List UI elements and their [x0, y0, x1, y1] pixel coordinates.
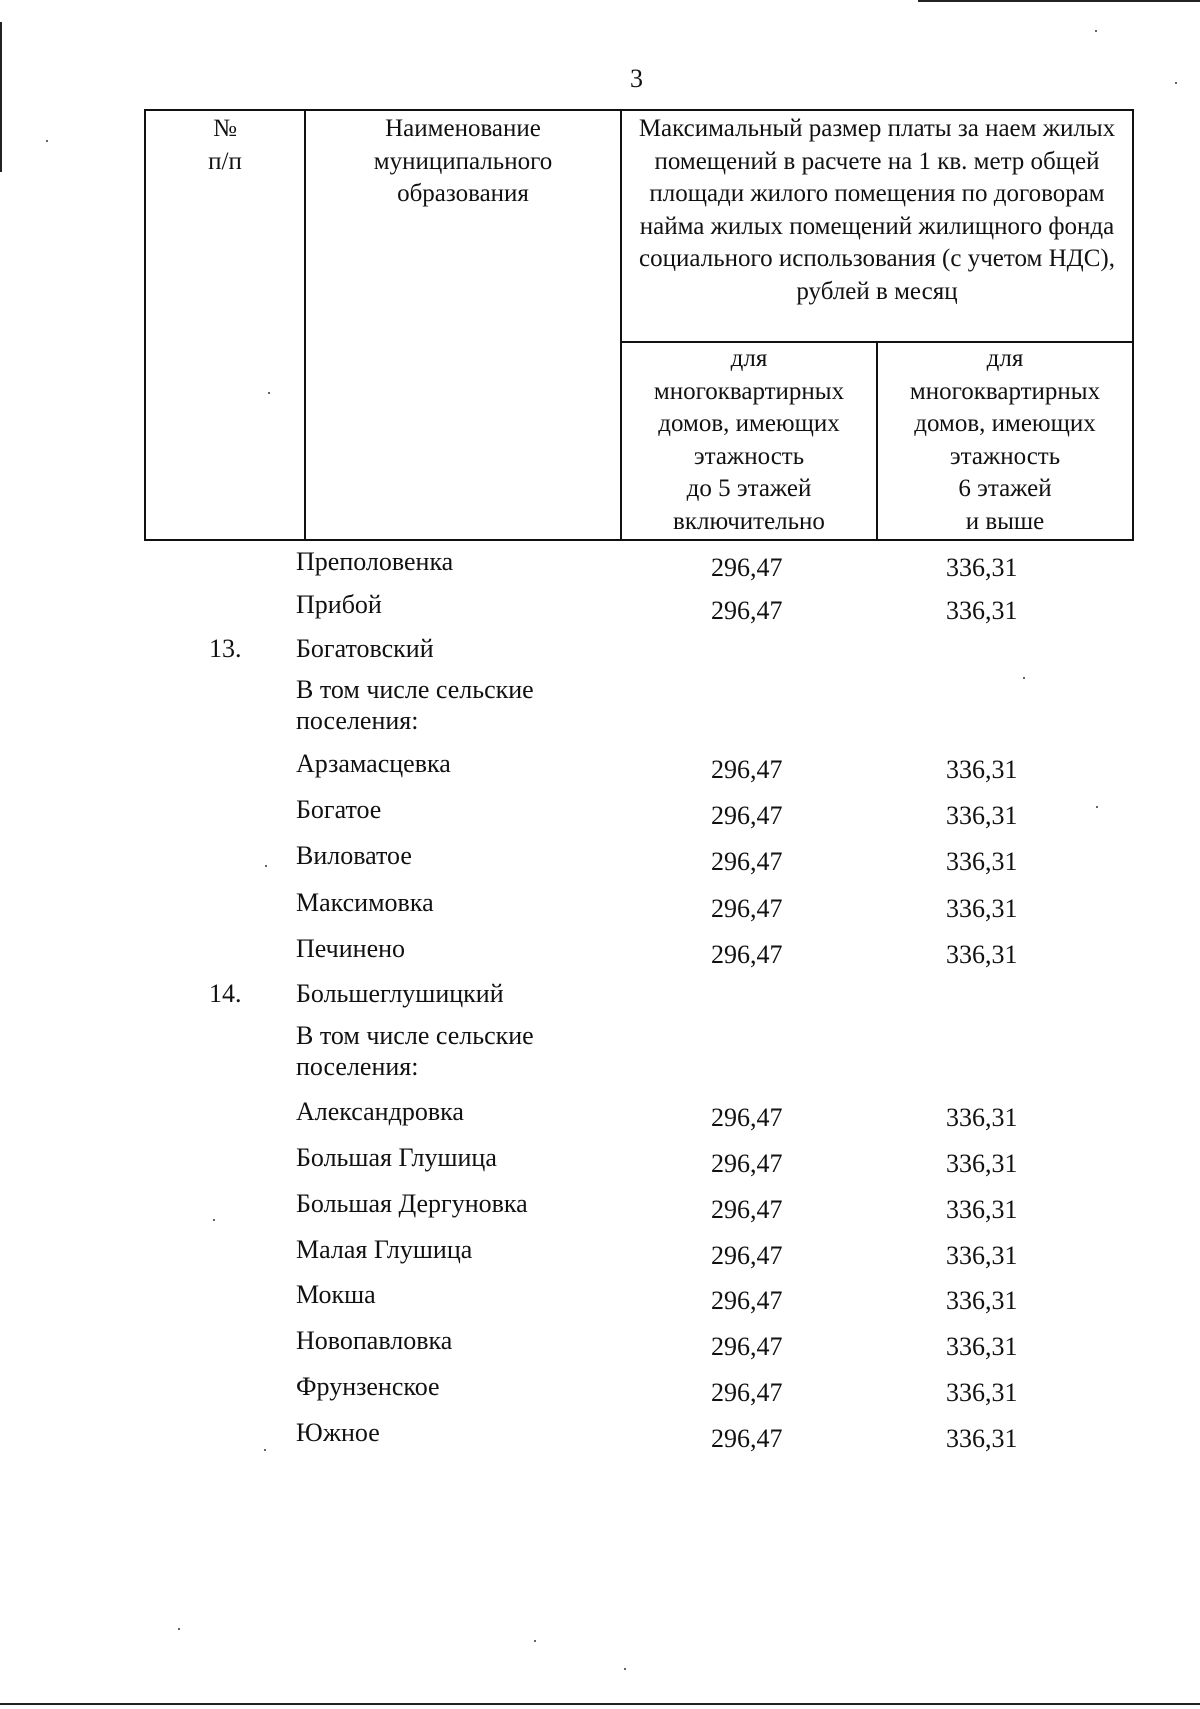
row-value-2: 336,31 [946, 1378, 1018, 1407]
row-name: Прибой [296, 590, 382, 619]
row-value-2: 336,31 [946, 1424, 1018, 1453]
table-header [144, 109, 1134, 541]
scan-speck [46, 140, 48, 142]
scan-edge-bottom [0, 1703, 1200, 1705]
header-name-col [305, 110, 621, 540]
row-value-1: 296,47 [711, 1424, 783, 1453]
scan-edge-top [918, 0, 1200, 2]
page-number: 3 [630, 64, 643, 93]
row-value-2: 336,31 [946, 894, 1018, 923]
row-value-1: 296,47 [711, 596, 783, 625]
row-value-2: 336,31 [946, 940, 1018, 969]
header-sub-label-2: для многоквартирных домов, имеющих этажность 6 этажей и выше [909, 345, 1101, 535]
row-value-2: 336,31 [946, 553, 1018, 582]
row-name: Большая Глушица [296, 1143, 497, 1172]
row-value-1: 296,47 [711, 1241, 783, 1270]
row-name: Новопавловка [296, 1326, 453, 1355]
row-number: 14. [209, 979, 242, 1008]
row-name: Максимовка [296, 888, 434, 917]
row-name: Богатовский [296, 634, 434, 663]
scan-speck [534, 1640, 536, 1642]
scan-speck [1023, 677, 1025, 679]
row-name: Преполовенка [296, 547, 454, 576]
header-max-label: Максимальный размер платы за наем жилых помещений в расчете на 1 кв. метр общей площади жилого помещения по договорам найма жилых помещений жилищного фонда социального использования (с учетом НДС), рублей в месяц [638, 115, 1116, 305]
row-name: Мокша [296, 1280, 376, 1309]
header-num-col [145, 110, 305, 540]
scan-speck [178, 1628, 180, 1630]
scan-speck [1175, 82, 1177, 84]
row-name: Фрунзенское [296, 1372, 440, 1401]
row-name: В том числе сельские поселения: [296, 675, 534, 735]
row-name: В том числе сельские поселения: [296, 1021, 534, 1081]
header-num-label: № п/п [208, 115, 242, 175]
row-value-1: 296,47 [711, 1103, 783, 1132]
scan-speck [264, 1449, 266, 1451]
header-name-label: Наименование муниципального образования [373, 115, 553, 207]
row-name: Малая Глушица [296, 1235, 473, 1264]
row-name: Александровка [296, 1097, 464, 1126]
row-value-1: 296,47 [711, 553, 783, 582]
row-value-1: 296,47 [711, 1332, 783, 1361]
header-sub-label-1: для многоквартирных домов, имеющих этажность до 5 этажей включительно [653, 345, 845, 535]
row-name: Южное [296, 1418, 380, 1447]
row-value-2: 336,31 [946, 596, 1018, 625]
scan-speck [624, 1668, 626, 1670]
scan-speck [213, 1219, 215, 1221]
row-value-1: 296,47 [711, 940, 783, 969]
row-value-2: 336,31 [946, 1241, 1018, 1270]
row-value-2: 336,31 [946, 1332, 1018, 1361]
scan-speck [1096, 806, 1098, 808]
scan-speck [265, 865, 267, 867]
row-value-1: 296,47 [711, 847, 783, 876]
header-sub-col-2 [877, 342, 1133, 540]
row-value-2: 336,31 [946, 755, 1018, 784]
header-max-col [621, 110, 1133, 342]
row-value-2: 336,31 [946, 1149, 1018, 1178]
row-value-1: 296,47 [711, 801, 783, 830]
scan-speck [1095, 30, 1097, 32]
row-value-1: 296,47 [711, 1286, 783, 1315]
row-value-2: 336,31 [946, 1103, 1018, 1132]
row-name: Большеглушицкий [296, 979, 504, 1008]
header-sub-col-1 [621, 342, 877, 540]
row-number: 13. [209, 634, 242, 663]
row-value-2: 336,31 [946, 847, 1018, 876]
row-value-2: 336,31 [946, 801, 1018, 830]
row-value-1: 296,47 [711, 894, 783, 923]
row-name: Арзамасцевка [296, 749, 451, 778]
row-value-1: 296,47 [711, 755, 783, 784]
row-value-2: 336,31 [946, 1286, 1018, 1315]
row-name: Виловатое [296, 841, 412, 870]
row-name: Большая Дергуновка [296, 1189, 528, 1218]
row-value-1: 296,47 [711, 1149, 783, 1178]
scan-speck [268, 392, 270, 394]
row-value-1: 296,47 [711, 1195, 783, 1224]
row-name: Печинено [296, 934, 406, 963]
row-value-2: 336,31 [946, 1195, 1018, 1224]
row-name: Богатое [296, 795, 382, 824]
row-value-1: 296,47 [711, 1378, 783, 1407]
scan-edge-left [0, 22, 2, 172]
